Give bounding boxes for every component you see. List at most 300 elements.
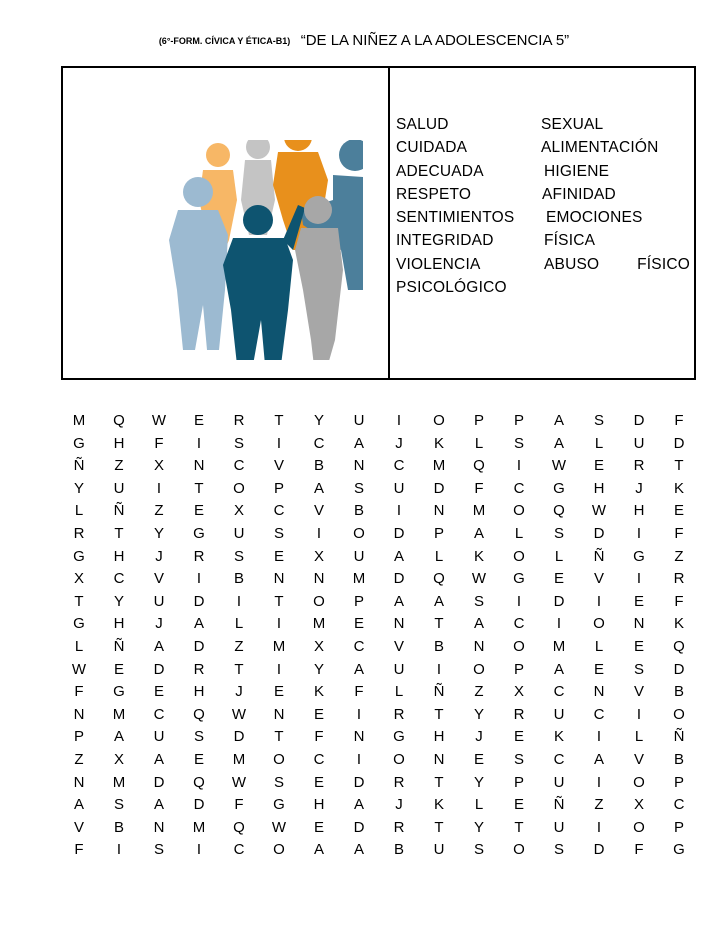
- grid-letter[interactable]: C: [273, 502, 285, 520]
- grid-letter[interactable]: U: [633, 434, 645, 452]
- grid-letter[interactable]: A: [593, 750, 604, 768]
- grid-letter[interactable]: G: [673, 841, 685, 859]
- grid-letter[interactable]: D: [393, 570, 405, 588]
- grid-letter[interactable]: S: [513, 750, 524, 768]
- grid-letter[interactable]: A: [473, 615, 484, 633]
- grid-letter[interactable]: N: [433, 750, 445, 768]
- grid-letter[interactable]: G: [193, 524, 205, 542]
- grid-letter[interactable]: A: [393, 592, 404, 610]
- grid-letter[interactable]: U: [433, 841, 445, 859]
- grid-letter[interactable]: I: [516, 592, 522, 610]
- grid-letter[interactable]: J: [395, 796, 403, 814]
- grid-letter[interactable]: R: [393, 773, 405, 791]
- grid-letter[interactable]: X: [113, 750, 124, 768]
- grid-letter[interactable]: Q: [673, 637, 685, 655]
- grid-letter[interactable]: C: [513, 479, 525, 497]
- grid-letter[interactable]: I: [316, 524, 322, 542]
- grid-letter[interactable]: A: [433, 592, 444, 610]
- grid-letter[interactable]: Y: [153, 524, 164, 542]
- grid-letter[interactable]: C: [673, 796, 685, 814]
- grid-letter[interactable]: V: [593, 570, 604, 588]
- grid-letter[interactable]: S: [513, 434, 524, 452]
- grid-letter[interactable]: G: [113, 683, 125, 701]
- grid-letter[interactable]: C: [313, 434, 325, 452]
- grid-letter[interactable]: U: [233, 524, 245, 542]
- grid-letter[interactable]: L: [594, 434, 604, 452]
- grid-letter[interactable]: X: [153, 457, 164, 475]
- grid-letter[interactable]: G: [73, 434, 85, 452]
- grid-letter[interactable]: N: [473, 637, 485, 655]
- grid-letter[interactable]: N: [353, 457, 365, 475]
- grid-letter[interactable]: P: [433, 524, 444, 542]
- grid-letter[interactable]: P: [273, 479, 284, 497]
- grid-letter[interactable]: E: [193, 412, 204, 429]
- grid-letter[interactable]: Y: [113, 592, 124, 610]
- grid-letter[interactable]: L: [74, 502, 84, 520]
- grid-letter[interactable]: E: [513, 728, 524, 746]
- grid-letter[interactable]: S: [273, 524, 284, 542]
- grid-letter[interactable]: B: [433, 637, 444, 655]
- grid-letter[interactable]: N: [73, 773, 85, 791]
- grid-letter[interactable]: N: [393, 615, 405, 633]
- grid-letter[interactable]: I: [276, 660, 282, 678]
- grid-letter[interactable]: I: [636, 570, 642, 588]
- grid-letter[interactable]: E: [153, 683, 164, 701]
- grid-letter[interactable]: R: [73, 524, 85, 542]
- grid-letter[interactable]: V: [633, 683, 644, 701]
- grid-letter[interactable]: T: [114, 524, 124, 542]
- grid-letter[interactable]: C: [553, 750, 565, 768]
- grid-letter[interactable]: G: [393, 728, 405, 746]
- grid-letter[interactable]: I: [516, 457, 522, 475]
- grid-letter[interactable]: A: [553, 660, 564, 678]
- grid-letter[interactable]: O: [233, 479, 245, 497]
- grid-letter[interactable]: I: [596, 728, 602, 746]
- grid-letter[interactable]: C: [513, 615, 525, 633]
- grid-letter[interactable]: K: [673, 615, 684, 633]
- grid-letter[interactable]: B: [313, 457, 324, 475]
- grid-letter[interactable]: J: [155, 615, 163, 633]
- grid-letter[interactable]: D: [393, 524, 405, 542]
- grid-letter[interactable]: Q: [113, 412, 125, 429]
- grid-letter[interactable]: R: [193, 660, 205, 678]
- grid-letter[interactable]: B: [393, 841, 404, 859]
- grid-letter[interactable]: Y: [313, 412, 324, 429]
- grid-letter[interactable]: X: [233, 502, 244, 520]
- grid-letter[interactable]: X: [313, 547, 324, 565]
- grid-letter[interactable]: F: [674, 412, 684, 429]
- grid-letter[interactable]: D: [433, 479, 445, 497]
- grid-letter[interactable]: S: [353, 479, 364, 497]
- grid-letter[interactable]: F: [354, 683, 364, 701]
- grid-letter[interactable]: O: [513, 841, 525, 859]
- grid-letter[interactable]: U: [393, 660, 405, 678]
- grid-letter[interactable]: J: [475, 728, 483, 746]
- grid-letter[interactable]: Q: [233, 818, 245, 836]
- grid-letter[interactable]: V: [393, 637, 404, 655]
- grid-letter[interactable]: K: [313, 683, 324, 701]
- grid-letter[interactable]: Ñ: [113, 502, 125, 520]
- grid-letter[interactable]: Q: [473, 457, 485, 475]
- grid-letter[interactable]: O: [633, 818, 645, 836]
- grid-letter[interactable]: D: [673, 434, 685, 452]
- grid-letter[interactable]: U: [353, 547, 365, 565]
- grid-letter[interactable]: L: [434, 547, 444, 565]
- grid-letter[interactable]: W: [231, 773, 247, 791]
- grid-letter[interactable]: O: [513, 502, 525, 520]
- grid-letter[interactable]: B: [673, 683, 684, 701]
- grid-letter[interactable]: L: [474, 796, 484, 814]
- grid-letter[interactable]: D: [633, 412, 645, 429]
- grid-letter[interactable]: P: [513, 412, 524, 429]
- grid-letter[interactable]: R: [193, 547, 205, 565]
- grid-letter[interactable]: R: [633, 457, 645, 475]
- grid-letter[interactable]: K: [553, 728, 564, 746]
- grid-letter[interactable]: C: [353, 637, 365, 655]
- grid-letter[interactable]: D: [353, 773, 365, 791]
- grid-letter[interactable]: A: [473, 524, 484, 542]
- grid-letter[interactable]: O: [513, 547, 525, 565]
- grid-letter[interactable]: O: [313, 592, 325, 610]
- grid-letter[interactable]: I: [356, 750, 362, 768]
- grid-letter[interactable]: L: [474, 434, 484, 452]
- grid-letter[interactable]: T: [434, 705, 444, 723]
- grid-letter[interactable]: T: [514, 818, 524, 836]
- grid-letter[interactable]: H: [433, 728, 445, 746]
- grid-letter[interactable]: S: [473, 841, 484, 859]
- grid-letter[interactable]: H: [593, 479, 605, 497]
- grid-letter[interactable]: L: [74, 637, 84, 655]
- grid-letter[interactable]: E: [113, 660, 124, 678]
- grid-letter[interactable]: E: [593, 457, 604, 475]
- grid-letter[interactable]: G: [513, 570, 525, 588]
- grid-letter[interactable]: V: [73, 818, 84, 836]
- grid-letter[interactable]: W: [151, 412, 167, 429]
- grid-letter[interactable]: N: [433, 502, 445, 520]
- grid-letter[interactable]: A: [353, 796, 364, 814]
- grid-letter[interactable]: S: [233, 434, 244, 452]
- grid-letter[interactable]: P: [513, 660, 524, 678]
- grid-letter[interactable]: E: [513, 796, 524, 814]
- grid-letter[interactable]: L: [394, 683, 404, 701]
- grid-letter[interactable]: I: [436, 660, 442, 678]
- grid-letter[interactable]: I: [156, 479, 162, 497]
- grid-letter[interactable]: A: [193, 615, 204, 633]
- grid-letter[interactable]: P: [673, 818, 684, 836]
- grid-letter[interactable]: F: [154, 434, 164, 452]
- grid-letter[interactable]: M: [472, 502, 486, 520]
- grid-letter[interactable]: W: [231, 705, 247, 723]
- grid-letter[interactable]: N: [313, 570, 325, 588]
- grid-letter[interactable]: W: [551, 457, 567, 475]
- grid-letter[interactable]: X: [513, 683, 524, 701]
- grid-letter[interactable]: G: [553, 479, 565, 497]
- grid-letter[interactable]: E: [353, 615, 364, 633]
- grid-letter[interactable]: M: [552, 637, 566, 655]
- grid-letter[interactable]: I: [196, 841, 202, 859]
- grid-letter[interactable]: M: [432, 457, 446, 475]
- grid-letter[interactable]: F: [674, 524, 684, 542]
- grid-letter[interactable]: I: [236, 592, 242, 610]
- grid-letter[interactable]: T: [674, 457, 684, 475]
- grid-letter[interactable]: O: [273, 750, 285, 768]
- grid-letter[interactable]: B: [233, 570, 244, 588]
- grid-letter[interactable]: Z: [234, 637, 244, 655]
- grid-letter[interactable]: S: [113, 796, 124, 814]
- grid-letter[interactable]: I: [596, 592, 602, 610]
- grid-letter[interactable]: K: [473, 547, 484, 565]
- grid-letter[interactable]: F: [234, 796, 244, 814]
- grid-letter[interactable]: K: [673, 479, 684, 497]
- grid-letter[interactable]: E: [673, 502, 684, 520]
- grid-letter[interactable]: A: [73, 796, 84, 814]
- grid-letter[interactable]: P: [353, 592, 364, 610]
- grid-letter[interactable]: E: [313, 705, 324, 723]
- grid-letter[interactable]: Z: [114, 457, 124, 475]
- grid-letter[interactable]: M: [272, 637, 286, 655]
- grid-letter[interactable]: S: [553, 524, 564, 542]
- grid-letter[interactable]: Z: [474, 683, 484, 701]
- grid-letter[interactable]: A: [353, 434, 364, 452]
- grid-letter[interactable]: A: [313, 479, 324, 497]
- grid-letter[interactable]: D: [593, 841, 605, 859]
- grid-letter[interactable]: C: [593, 705, 605, 723]
- grid-letter[interactable]: D: [593, 524, 605, 542]
- grid-letter[interactable]: D: [193, 796, 205, 814]
- grid-letter[interactable]: Y: [473, 705, 484, 723]
- grid-letter[interactable]: J: [635, 479, 643, 497]
- grid-letter[interactable]: C: [553, 683, 565, 701]
- grid-letter[interactable]: F: [634, 841, 644, 859]
- grid-letter[interactable]: O: [473, 660, 485, 678]
- grid-letter[interactable]: F: [474, 479, 484, 497]
- grid-letter[interactable]: I: [396, 502, 402, 520]
- grid-letter[interactable]: O: [673, 705, 685, 723]
- grid-letter[interactable]: Y: [73, 479, 84, 497]
- grid-letter[interactable]: M: [112, 705, 126, 723]
- grid-letter[interactable]: V: [153, 570, 164, 588]
- grid-letter[interactable]: O: [513, 637, 525, 655]
- grid-letter[interactable]: R: [513, 705, 525, 723]
- grid-letter[interactable]: G: [73, 547, 85, 565]
- grid-letter[interactable]: A: [553, 434, 564, 452]
- grid-letter[interactable]: I: [276, 434, 282, 452]
- grid-letter[interactable]: Ñ: [673, 728, 685, 746]
- grid-letter[interactable]: N: [153, 818, 165, 836]
- grid-letter[interactable]: I: [596, 773, 602, 791]
- grid-letter[interactable]: C: [233, 841, 245, 859]
- grid-letter[interactable]: D: [353, 818, 365, 836]
- grid-letter[interactable]: T: [274, 412, 284, 429]
- grid-letter[interactable]: E: [313, 818, 324, 836]
- grid-letter[interactable]: C: [313, 750, 325, 768]
- grid-letter[interactable]: I: [356, 705, 362, 723]
- grid-letter[interactable]: E: [633, 592, 644, 610]
- grid-letter[interactable]: E: [313, 773, 324, 791]
- grid-letter[interactable]: N: [193, 457, 205, 475]
- grid-letter[interactable]: M: [232, 750, 246, 768]
- grid-letter[interactable]: D: [193, 637, 205, 655]
- grid-letter[interactable]: I: [596, 818, 602, 836]
- grid-letter[interactable]: K: [433, 796, 444, 814]
- grid-letter[interactable]: D: [233, 728, 245, 746]
- grid-letter[interactable]: G: [633, 547, 645, 565]
- grid-letter[interactable]: Q: [193, 705, 205, 723]
- grid-letter[interactable]: E: [593, 660, 604, 678]
- grid-letter[interactable]: M: [112, 773, 126, 791]
- grid-letter[interactable]: R: [673, 570, 685, 588]
- grid-letter[interactable]: Ñ: [113, 637, 125, 655]
- grid-letter[interactable]: P: [73, 728, 84, 746]
- grid-letter[interactable]: Y: [473, 818, 484, 836]
- grid-letter[interactable]: S: [553, 841, 564, 859]
- grid-letter[interactable]: A: [113, 728, 124, 746]
- grid-letter[interactable]: A: [553, 412, 564, 429]
- grid-letter[interactable]: U: [553, 773, 565, 791]
- grid-letter[interactable]: S: [153, 841, 164, 859]
- grid-letter[interactable]: L: [234, 615, 244, 633]
- grid-letter[interactable]: I: [196, 434, 202, 452]
- grid-letter[interactable]: A: [353, 841, 364, 859]
- grid-letter[interactable]: H: [633, 502, 645, 520]
- grid-letter[interactable]: O: [273, 841, 285, 859]
- grid-letter[interactable]: W: [71, 660, 87, 678]
- grid-letter[interactable]: D: [553, 592, 565, 610]
- grid-letter[interactable]: R: [233, 412, 245, 429]
- grid-letter[interactable]: O: [393, 750, 405, 768]
- grid-letter[interactable]: N: [273, 705, 285, 723]
- grid-letter[interactable]: F: [314, 728, 324, 746]
- grid-letter[interactable]: Ñ: [433, 683, 445, 701]
- grid-letter[interactable]: A: [153, 637, 164, 655]
- grid-letter[interactable]: C: [233, 457, 245, 475]
- grid-letter[interactable]: L: [594, 637, 604, 655]
- grid-letter[interactable]: I: [636, 705, 642, 723]
- grid-letter[interactable]: S: [233, 547, 244, 565]
- grid-letter[interactable]: I: [556, 615, 562, 633]
- grid-letter[interactable]: U: [553, 705, 565, 723]
- grid-letter[interactable]: Y: [313, 660, 324, 678]
- grid-letter[interactable]: D: [673, 660, 685, 678]
- grid-letter[interactable]: K: [433, 434, 444, 452]
- grid-letter[interactable]: D: [153, 773, 165, 791]
- grid-letter[interactable]: T: [234, 660, 244, 678]
- grid-letter[interactable]: O: [633, 773, 645, 791]
- grid-letter[interactable]: J: [235, 683, 243, 701]
- grid-letter[interactable]: E: [633, 637, 644, 655]
- grid-letter[interactable]: I: [276, 615, 282, 633]
- grid-letter[interactable]: Z: [594, 796, 604, 814]
- grid-letter[interactable]: L: [634, 728, 644, 746]
- grid-letter[interactable]: A: [353, 660, 364, 678]
- grid-letter[interactable]: J: [155, 547, 163, 565]
- grid-letter[interactable]: U: [553, 818, 565, 836]
- grid-letter[interactable]: F: [74, 841, 84, 859]
- grid-letter[interactable]: Y: [473, 773, 484, 791]
- grid-letter[interactable]: H: [313, 796, 325, 814]
- grid-letter[interactable]: B: [113, 818, 124, 836]
- grid-letter[interactable]: V: [313, 502, 324, 520]
- grid-letter[interactable]: L: [514, 524, 524, 542]
- grid-letter[interactable]: P: [513, 773, 524, 791]
- grid-letter[interactable]: C: [113, 570, 125, 588]
- grid-letter[interactable]: W: [591, 502, 607, 520]
- grid-letter[interactable]: G: [73, 615, 85, 633]
- grid-letter[interactable]: U: [153, 728, 165, 746]
- grid-letter[interactable]: L: [554, 547, 564, 565]
- grid-letter[interactable]: E: [193, 502, 204, 520]
- grid-letter[interactable]: G: [273, 796, 285, 814]
- grid-letter[interactable]: Z: [674, 547, 684, 565]
- grid-letter[interactable]: P: [673, 773, 684, 791]
- grid-letter[interactable]: P: [473, 412, 484, 429]
- grid-letter[interactable]: A: [393, 547, 404, 565]
- grid-letter[interactable]: Q: [193, 773, 205, 791]
- grid-letter[interactable]: M: [72, 412, 86, 429]
- grid-letter[interactable]: W: [271, 818, 287, 836]
- grid-letter[interactable]: J: [395, 434, 403, 452]
- grid-letter[interactable]: T: [434, 818, 444, 836]
- grid-letter[interactable]: C: [153, 705, 165, 723]
- grid-letter[interactable]: X: [313, 637, 324, 655]
- grid-letter[interactable]: Ñ: [73, 457, 85, 475]
- grid-letter[interactable]: T: [274, 592, 284, 610]
- grid-letter[interactable]: I: [116, 841, 122, 859]
- grid-letter[interactable]: S: [473, 592, 484, 610]
- grid-letter[interactable]: H: [113, 434, 125, 452]
- grid-letter[interactable]: Q: [553, 502, 565, 520]
- grid-letter[interactable]: N: [353, 728, 365, 746]
- grid-letter[interactable]: M: [312, 615, 326, 633]
- grid-letter[interactable]: H: [193, 683, 205, 701]
- grid-letter[interactable]: A: [153, 750, 164, 768]
- grid-letter[interactable]: T: [74, 592, 84, 610]
- grid-letter[interactable]: B: [353, 502, 364, 520]
- grid-letter[interactable]: R: [393, 818, 405, 836]
- grid-letter[interactable]: N: [73, 705, 85, 723]
- grid-letter[interactable]: E: [473, 750, 484, 768]
- grid-letter[interactable]: E: [273, 547, 284, 565]
- grid-letter[interactable]: Ñ: [593, 547, 605, 565]
- grid-letter[interactable]: A: [153, 796, 164, 814]
- grid-letter[interactable]: H: [113, 615, 125, 633]
- grid-letter[interactable]: X: [73, 570, 84, 588]
- grid-letter[interactable]: W: [471, 570, 487, 588]
- grid-letter[interactable]: Z: [74, 750, 84, 768]
- grid-letter[interactable]: T: [194, 479, 204, 497]
- grid-letter[interactable]: U: [113, 479, 125, 497]
- grid-letter[interactable]: E: [273, 683, 284, 701]
- grid-letter[interactable]: O: [593, 615, 605, 633]
- grid-letter[interactable]: U: [153, 592, 165, 610]
- grid-letter[interactable]: O: [353, 524, 365, 542]
- grid-letter[interactable]: S: [633, 660, 644, 678]
- grid-letter[interactable]: Q: [433, 570, 445, 588]
- grid-letter[interactable]: M: [352, 570, 366, 588]
- grid-letter[interactable]: Ñ: [553, 796, 565, 814]
- grid-letter[interactable]: I: [196, 570, 202, 588]
- grid-letter[interactable]: A: [313, 841, 324, 859]
- grid-letter[interactable]: V: [273, 457, 284, 475]
- grid-letter[interactable]: E: [193, 750, 204, 768]
- grid-letter[interactable]: B: [673, 750, 684, 768]
- grid-letter[interactable]: Z: [154, 502, 164, 520]
- grid-letter[interactable]: U: [353, 412, 365, 429]
- grid-letter[interactable]: N: [273, 570, 285, 588]
- grid-letter[interactable]: R: [393, 705, 405, 723]
- grid-letter[interactable]: N: [593, 683, 605, 701]
- grid-letter[interactable]: S: [193, 728, 204, 746]
